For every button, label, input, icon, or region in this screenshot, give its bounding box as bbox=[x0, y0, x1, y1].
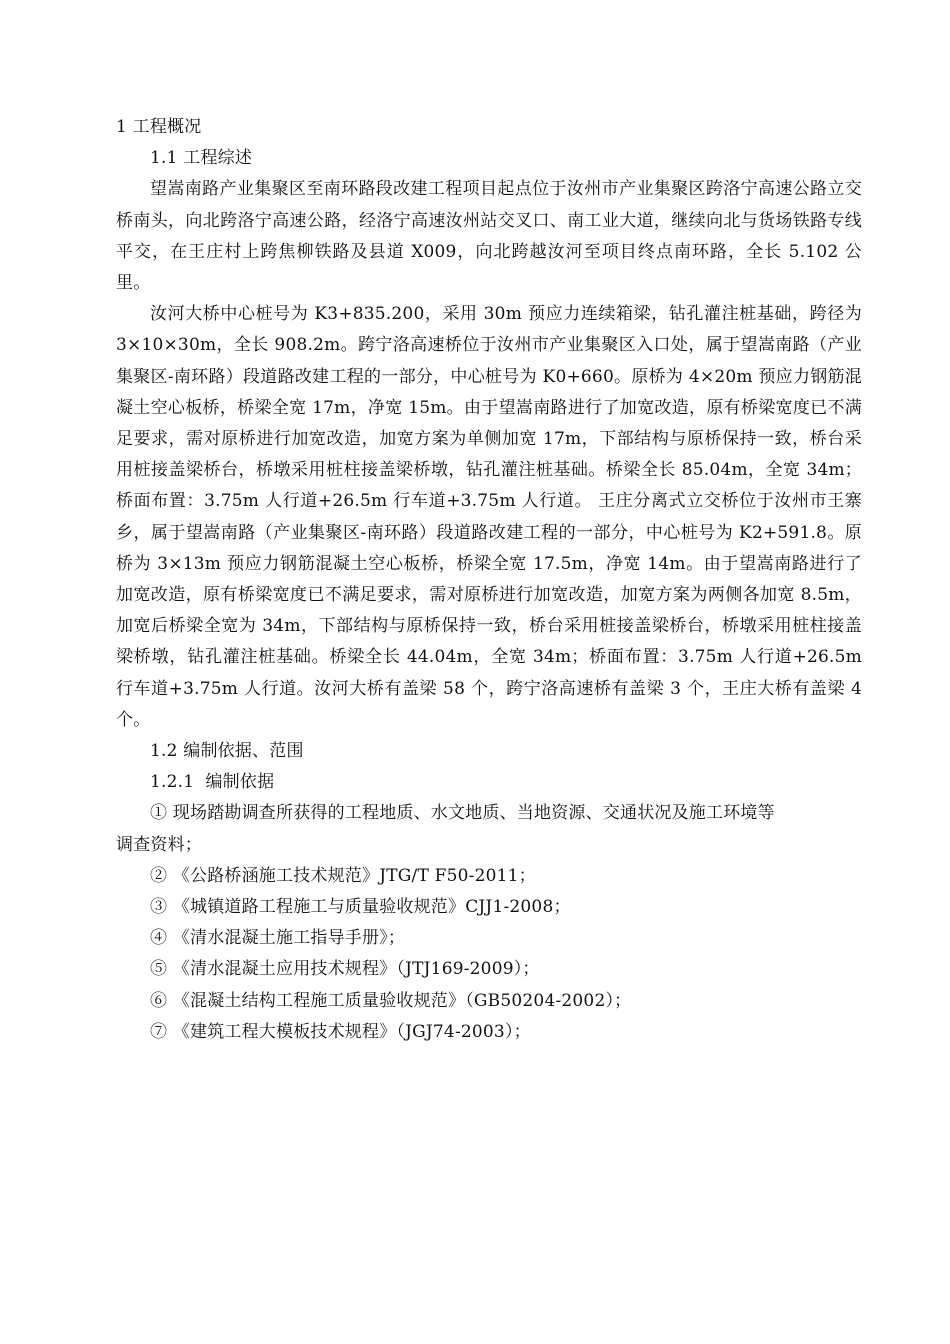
basis-list bbox=[116, 798, 862, 1048]
basis-item-4: ④ 《清水混凝土施工指导手册》； bbox=[150, 928, 406, 949]
basis-item-7: ⑦ 《建筑工程大模板技术规程》（JGJ74-2003）； bbox=[150, 1021, 531, 1042]
section-heading-1-1: 1.1 工程综述 bbox=[150, 148, 253, 169]
basis-item-1: ① 现场踏勘调查所获得的工程地质、水文地质、当地资源、交通状况及施工环境等 bbox=[150, 803, 775, 824]
basis-item-1-continued: 调查资料； bbox=[116, 834, 202, 855]
section-heading-1-2-1: 1.2.1 编制依据 bbox=[150, 772, 275, 793]
document-body bbox=[116, 112, 862, 1048]
overview-paragraph-2: 汝河大桥中心桩号为 K3+835.200，采用 30m 预应力连续箱梁，钻孔灌注桩基础，跨径为 3×10×30m，全长 908.2m。跨宁洛高速桥位于汝州市产业集聚区入口处，属于望嵩南路（产业集聚区-南环路）段道路改建工程的一部分，中心桩号为 K0+660。原桥为 4×20m 预应力钢筋混凝土空心板桥，桥梁全宽 17m，净宽 15m。由于望嵩南路进行了加宽改造，原有桥梁宽度已不满足要求，需对原桥进行加宽改造，加宽方案为单侧加宽 17m，下部结构与原桥保持一致，桥台采用桩接盖梁桥台，桥墩采用桩柱接盖梁桥墩，钻孔灌注桩基础。桥梁全长 85.04m，全宽 34m；桥面布置：3.75m 人行道+26.5m 行车道+3.75m 人行道。 王庄分离式立交桥位于汝州市王寨乡，属于望嵩南路（产业集聚区-南环路）段道路改建工程的一部分，中心桩号为 K2+591.8。原桥为 3×13m 预应力钢筋混凝土空心板桥，桥梁全宽 17.5m，净宽 14m。由于望嵩南路进行了加宽改造，原有桥梁宽度已不满足要求，需对原桥进行加宽改造，加宽方案为两侧各加宽 8.5m，加宽后桥梁全宽为 34m，下部结构与原桥保持一致，桥台采用桩接盖梁桥台，桥墩采用桩柱接盖梁桥墩，钻孔灌注桩基础。桥梁全长 44.04m，全宽 34m；桥面布置：3.75m 人行道+26.5m 行车道+3.75m 人行道。汝河大桥有盖梁 58 个，跨宁洛高速桥有盖梁 3 个，王庄大桥有盖梁 4 个。 bbox=[116, 304, 862, 730]
basis-item-3: ③ 《城镇道路工程施工与质量验收规范》CJJ1-2008； bbox=[150, 896, 571, 917]
basis-item-6: ⑥ 《混凝土结构工程施工质量验收规范》（GB50204-2002）； bbox=[150, 990, 632, 1011]
section-heading-1-2: 1.2 编制依据、范围 bbox=[150, 741, 304, 762]
section-heading-1: 1 工程概况 bbox=[116, 117, 202, 137]
overview-paragraph-1: 望嵩南路产业集聚区至南环路段改建工程项目起点位于汝州市产业集聚区跨洛宁高速公路立交桥南头，向北跨洛宁高速公路，经洛宁高速汝州站交叉口、南工业大道，继续向北与货场铁路专线平交，在王庄村上跨焦柳铁路及县道 X009，向北跨越汝河至项目终点南环路，全长 5.102 公里。 bbox=[116, 179, 862, 293]
basis-item-5: ⑤ 《清水混凝土应用技术规程》（JTJ169-2009）； bbox=[150, 959, 540, 980]
basis-item-2: ② 《公路桥涵施工技术规范》JTG/T F50-2011； bbox=[150, 865, 536, 886]
